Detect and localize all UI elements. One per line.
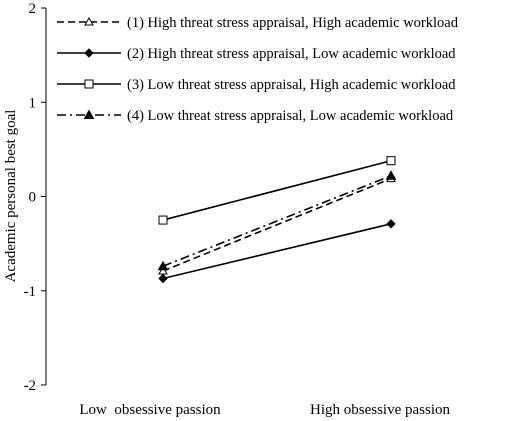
y-tick-label-0: 2 xyxy=(28,1,36,17)
y-axis-label: Academic personal best goal xyxy=(3,109,19,283)
data-point-s3-1 xyxy=(387,157,395,165)
y-tick-label-3: -1 xyxy=(23,283,36,300)
series-line-3 xyxy=(163,161,391,220)
category-label-1: High obsessive passion xyxy=(310,402,450,418)
category-label-0: Low obsessive passion xyxy=(79,402,221,418)
legend xyxy=(57,15,459,124)
y-tick-label-4: -2 xyxy=(23,378,36,394)
data-point-s2-0 xyxy=(159,274,167,282)
legend-label-4: (4) Low threat stress appraisal, Low academic workload xyxy=(127,108,454,124)
series-lines xyxy=(163,161,391,279)
legend-marker-3 xyxy=(85,80,93,88)
series-line-2 xyxy=(163,224,391,279)
y-tick-label-1: 1 xyxy=(28,95,36,112)
legend-label-2: (2) High threat stress appraisal, Low academic workload xyxy=(127,46,456,62)
y-tick-label-2: 0 xyxy=(28,189,36,206)
legend-marker-2 xyxy=(85,49,93,57)
data-point-s2-1 xyxy=(387,220,395,228)
y-ticks xyxy=(24,1,47,394)
series-line-4 xyxy=(163,176,391,266)
legend-label-1: (1) High threat stress appraisal, High academic workload xyxy=(127,15,458,31)
legend-label-3: (3) Low threat stress appraisal, High academic workload xyxy=(127,77,456,93)
series-markers xyxy=(159,157,396,283)
series-line-1 xyxy=(163,179,391,271)
data-point-s4-1 xyxy=(387,171,396,179)
data-point-s3-0 xyxy=(159,216,167,224)
legend-marker-4 xyxy=(85,111,94,119)
